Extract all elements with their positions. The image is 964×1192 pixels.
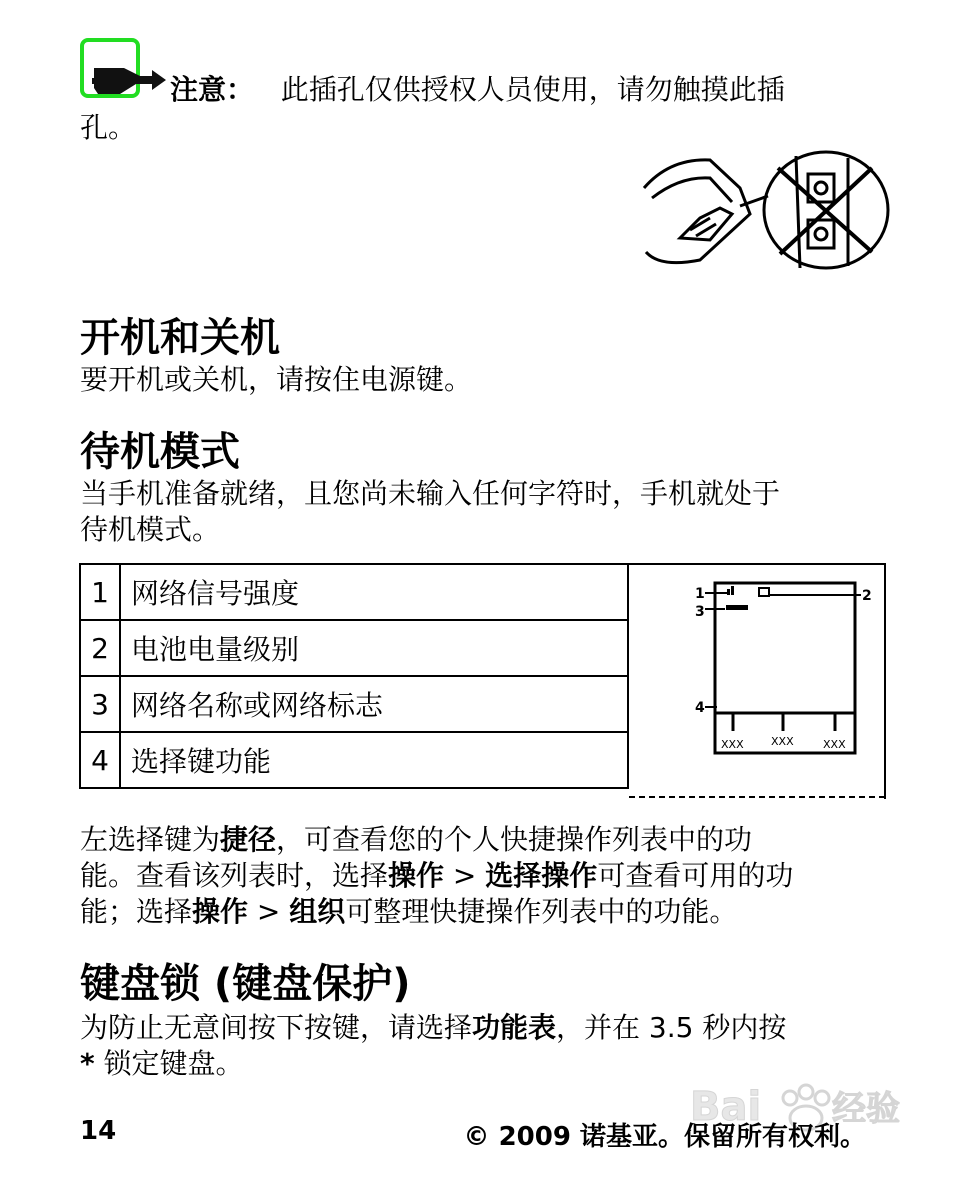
watermark-text-en: Bai <box>690 1084 762 1130</box>
text-span: > <box>248 895 290 928</box>
screen-callout-2: 2 <box>862 588 872 604</box>
row-description: 网络信号强度 <box>120 564 628 620</box>
text-span: 能。查看该列表时，选择 <box>80 859 389 892</box>
power-body: 要开机或关机，请按住电源键。 <box>80 363 473 396</box>
star-key-symbol: * <box>80 1047 95 1080</box>
copyright-notice: © 2009 诺基亚。保留所有权利。 <box>463 1122 866 1152</box>
text-span: 为防止无意间按下按键，请选择 <box>80 1011 473 1044</box>
heading-standby: 待机模式 <box>80 429 240 475</box>
text-span: 可查看可用的功 <box>597 859 794 892</box>
menu-term-options: 操作 <box>388 859 445 892</box>
screen-callout-4: 4 <box>695 700 705 716</box>
menu-term-menu: 功能表 <box>472 1011 557 1044</box>
text-span: ，可查看您的个人快捷操作列表中的功 <box>276 823 753 856</box>
table-row <box>80 564 628 620</box>
table-row <box>80 620 628 676</box>
shortcuts-line3 <box>80 894 890 930</box>
row-number: 2 <box>80 620 120 676</box>
screen-callout-1: 1 <box>695 586 705 602</box>
standby-body-line2: 待机模式。 <box>80 513 221 546</box>
note-line <box>170 68 785 108</box>
standby-indicator-table <box>79 563 629 789</box>
device-jack-illustration <box>640 148 890 274</box>
shortcuts-line2 <box>80 858 890 894</box>
note-hand-icon <box>80 38 170 100</box>
standby-body-line1: 当手机准备就绪，且您尚未输入任何字符时，手机就处于 <box>80 477 781 510</box>
network-name-icon <box>726 605 748 610</box>
dashed-divider <box>629 796 885 798</box>
text-span: > <box>444 859 486 892</box>
heading-keylock: 键盘锁 (键盘保护) <box>80 961 411 1007</box>
row-description: 网络名称或网络标志 <box>120 676 628 732</box>
text-span: 能；选择 <box>80 895 193 928</box>
note-text-continued: 孔。 <box>80 111 137 144</box>
watermark-text-cn: 经验 <box>832 1089 900 1129</box>
note-label: 注意： <box>170 73 255 106</box>
menu-term-options: 操作 <box>192 895 249 928</box>
screen-callout-3: 3 <box>695 604 705 620</box>
standby-screen-cell <box>629 563 886 799</box>
shortcuts-line1 <box>80 822 890 858</box>
menu-term-select-options: 选择操作 <box>485 859 598 892</box>
row-number: 4 <box>80 732 120 788</box>
row-description: 选择键功能 <box>120 732 628 788</box>
standby-screen-diagram <box>629 565 884 799</box>
row-description: 电池电量级别 <box>120 620 628 676</box>
row-number: 1 <box>80 564 120 620</box>
text-span: 左选择键为 <box>80 823 221 856</box>
softkey-label-middle: XXX <box>771 735 794 748</box>
table-row <box>80 732 628 788</box>
table-row <box>80 676 628 732</box>
text-span: ，并在 3.5 秒内按 <box>556 1011 787 1044</box>
softkey-label-left: XXX <box>721 738 744 751</box>
row-number: 3 <box>80 676 120 732</box>
text-span: 锁定键盘。 <box>94 1047 244 1080</box>
heading-power: 开机和关机 <box>80 315 280 361</box>
page-number: 14 <box>80 1116 117 1146</box>
signal-bar-icon <box>727 589 730 595</box>
text-span: 可整理快捷操作列表中的功能。 <box>345 895 738 928</box>
menu-term-organize: 组织 <box>289 895 346 928</box>
keylock-line1 <box>80 1010 890 1046</box>
signal-bar-icon <box>731 586 734 595</box>
shortcuts-term: 捷径 <box>220 823 277 856</box>
note-text: 此插孔仅供授权人员使用，请勿触摸此插 <box>280 73 785 106</box>
softkey-label-right: XXX <box>823 738 846 751</box>
